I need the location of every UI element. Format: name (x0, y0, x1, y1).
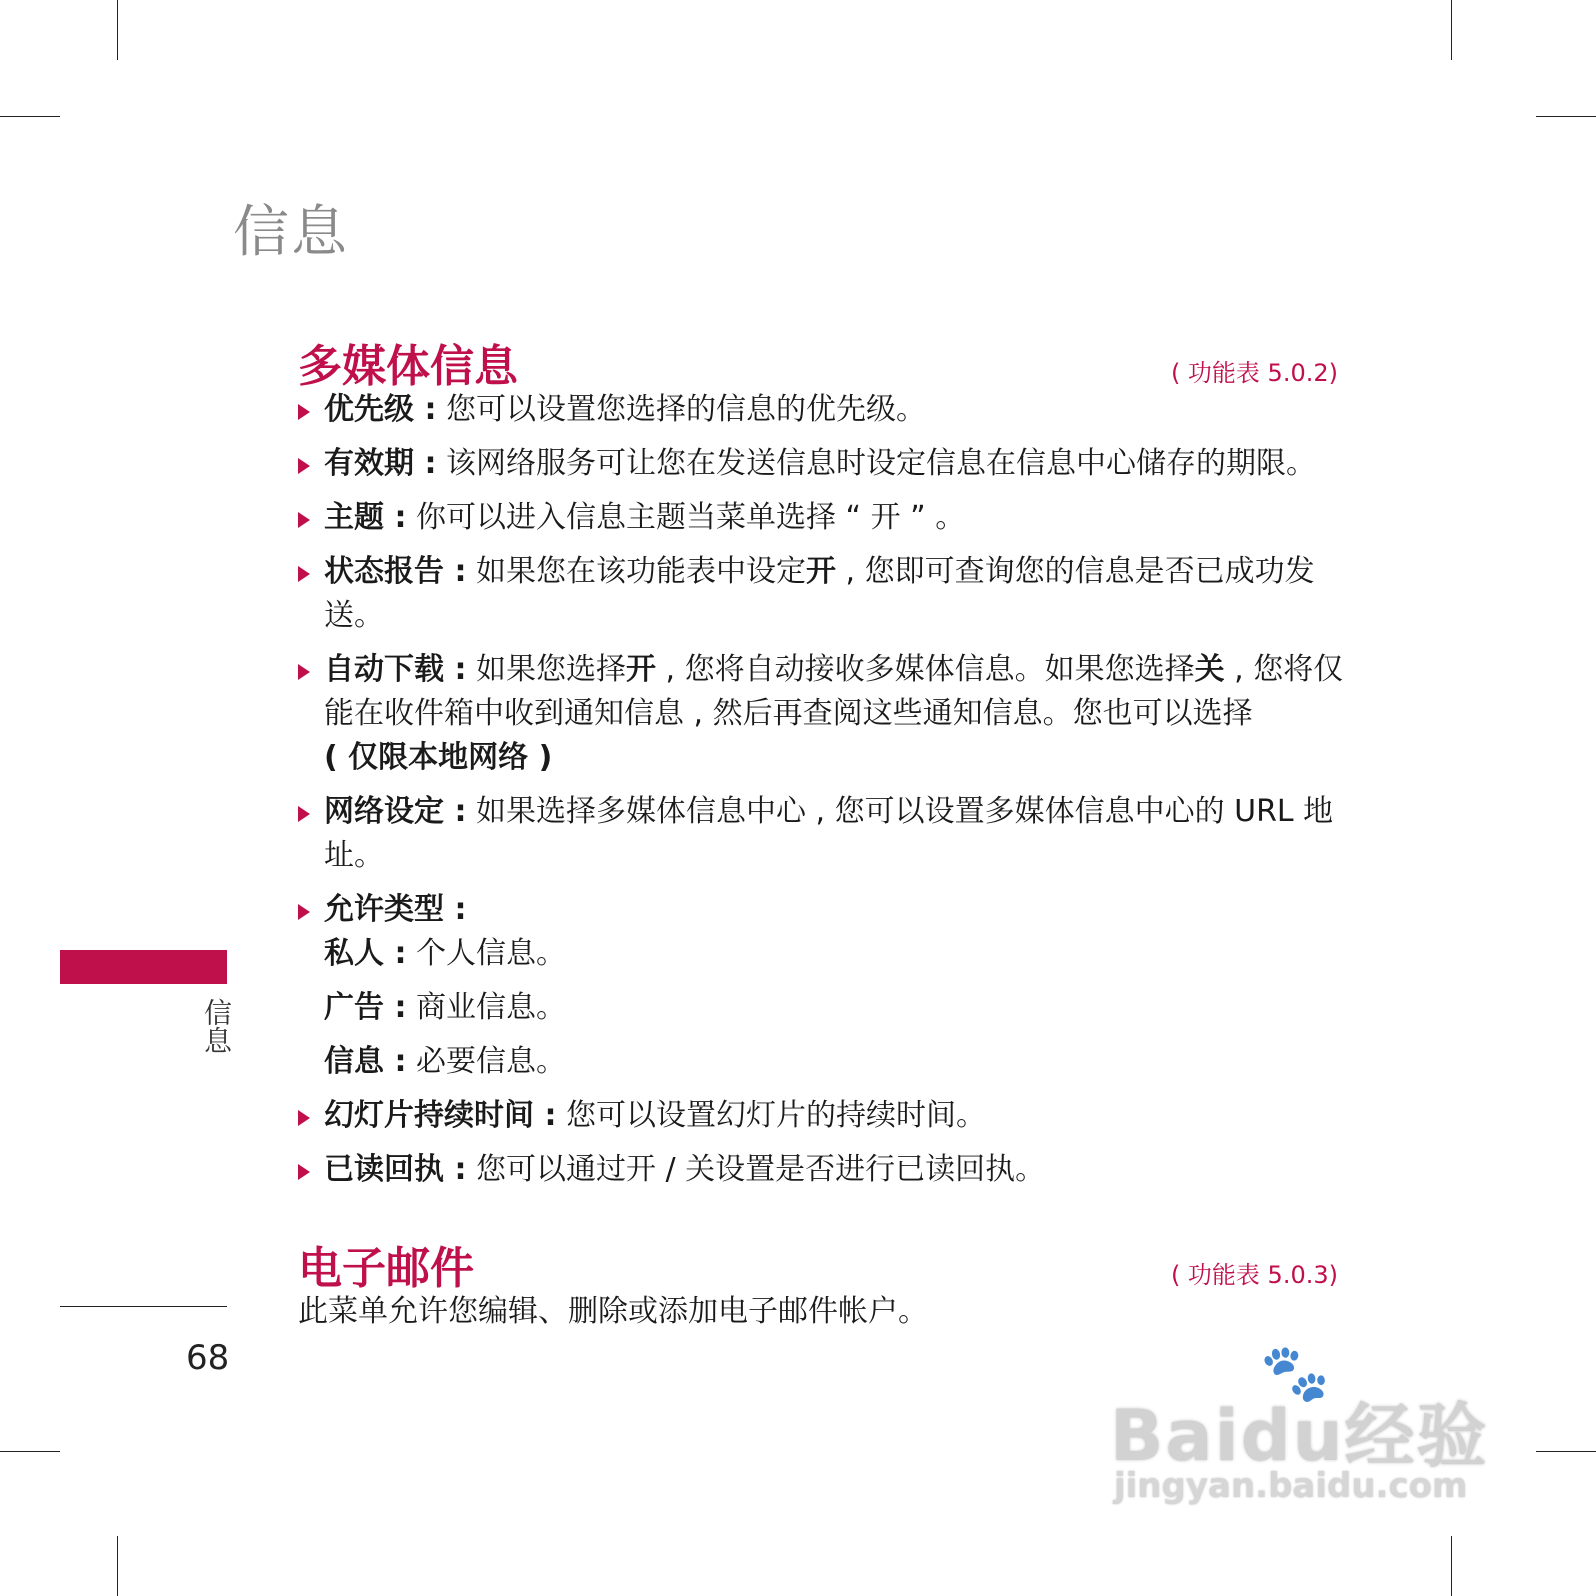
side-tab-label: 信息 (200, 998, 233, 1054)
list-item-slide-duration (298, 1094, 1348, 1138)
list-item-read-receipt (298, 1148, 1348, 1192)
item-bold-option: 开 (806, 554, 836, 589)
triangle-bullet-icon (298, 404, 310, 420)
crop-mark (0, 1451, 60, 1452)
baidu-watermark (1110, 1340, 1490, 1510)
crop-mark (1451, 1536, 1452, 1596)
section-title: 多媒体信息 (298, 341, 518, 392)
list-item-auto-download (298, 648, 1348, 780)
crop-mark (117, 1536, 118, 1596)
page-number-rule (60, 1306, 227, 1307)
type-personal (324, 932, 1348, 976)
section-header-mms (298, 330, 1338, 394)
type-advertisement (324, 986, 1348, 1030)
item-term: 网络设定 : (324, 794, 467, 829)
item-bold-option: 关 (1194, 652, 1225, 687)
item-term: 状态报告 : (324, 554, 467, 589)
paw-icon: 🐾 (1260, 1341, 1330, 1406)
type-term: 私人 : (324, 936, 407, 971)
triangle-bullet-icon (298, 806, 310, 822)
triangle-bullet-icon (298, 512, 310, 528)
triangle-bullet-icon (298, 458, 310, 474)
item-term: 已读回执 : (324, 1152, 467, 1187)
settings-list (298, 388, 1348, 1202)
item-bold-option: ( 仅限本地网络 ) (324, 740, 553, 775)
item-bold-option: 开 (626, 652, 656, 687)
item-term: 主题 : (324, 500, 407, 535)
side-tab-bar (60, 950, 227, 984)
email-description: 此菜单允许您编辑、删除或添加电子邮件帐户。 (298, 1294, 928, 1329)
list-item-validity (298, 442, 1348, 486)
list-item-subject (298, 496, 1348, 540)
triangle-bullet-icon (298, 904, 310, 920)
crop-mark (0, 116, 60, 117)
type-text: 必要信息。 (406, 1044, 566, 1079)
item-term: 允许类型 : (324, 892, 467, 927)
menu-reference: ( 功能表 5.0.3) (1170, 1261, 1338, 1289)
item-term: 自动下载 : (324, 652, 467, 687)
item-text: 如果选择多媒体信息中心 , 您可以设置多媒体信息中心的 URL 地址。 (324, 794, 1334, 873)
page-number: 68 (186, 1338, 230, 1378)
list-item-allowed-types (298, 888, 1348, 1084)
crop-mark (1536, 1451, 1596, 1452)
item-text: 您可以设置幻灯片的持续时间。 (556, 1098, 986, 1133)
item-text: , 您将仅能在收件箱中收到通知信息 , 然后再查阅这些通知信息。您也可以选择 (324, 652, 1344, 731)
crop-mark (1451, 0, 1452, 60)
chapter-title: 信息 (233, 200, 349, 265)
item-text: 您可以设置您选择的信息的优先级。 (436, 392, 926, 427)
item-text: 你可以进入信息主题当菜单选择 “ 开 ” 。 (406, 500, 966, 535)
section-title: 电子邮件 (298, 1243, 474, 1294)
type-text: 个人信息。 (406, 936, 566, 971)
item-text: 如果您在该功能表中设定 (466, 554, 806, 589)
triangle-bullet-icon (298, 1164, 310, 1180)
item-text: 您可以通过开 / 关设置是否进行已读回执。 (466, 1152, 1046, 1187)
item-text: 如果您选择 (466, 652, 626, 687)
item-text: 该网络服务可让您在发送信息时设定信息在信息中心储存的期限。 (436, 446, 1316, 481)
type-information (324, 1040, 1348, 1084)
triangle-bullet-icon (298, 664, 310, 680)
type-term: 广告 : (324, 990, 407, 1025)
type-text: 商业信息。 (406, 990, 566, 1025)
crop-mark (1536, 116, 1596, 117)
list-item-status-report (298, 550, 1348, 638)
list-item-network-settings (298, 790, 1348, 878)
type-term: 信息 : (324, 1044, 407, 1079)
watermark-main-text: Baidu经验 (1110, 1395, 1489, 1477)
triangle-bullet-icon (298, 1110, 310, 1126)
item-term: 优先级 : (324, 392, 437, 427)
triangle-bullet-icon (298, 566, 310, 582)
watermark-url: jingyan.baidu.com (1114, 1466, 1468, 1506)
item-text: , 您将自动接收多媒体信息。如果您选择 (656, 652, 1195, 687)
list-item-priority (298, 388, 1348, 432)
item-term: 有效期 : (324, 446, 437, 481)
item-text: , 您即可查询您的信息是否已成功发送。 (324, 554, 1315, 633)
item-term: 幻灯片持续时间 : (324, 1098, 557, 1133)
menu-reference: ( 功能表 5.0.2) (1170, 359, 1338, 387)
crop-mark (117, 0, 118, 60)
section-header-email (298, 1232, 1338, 1296)
